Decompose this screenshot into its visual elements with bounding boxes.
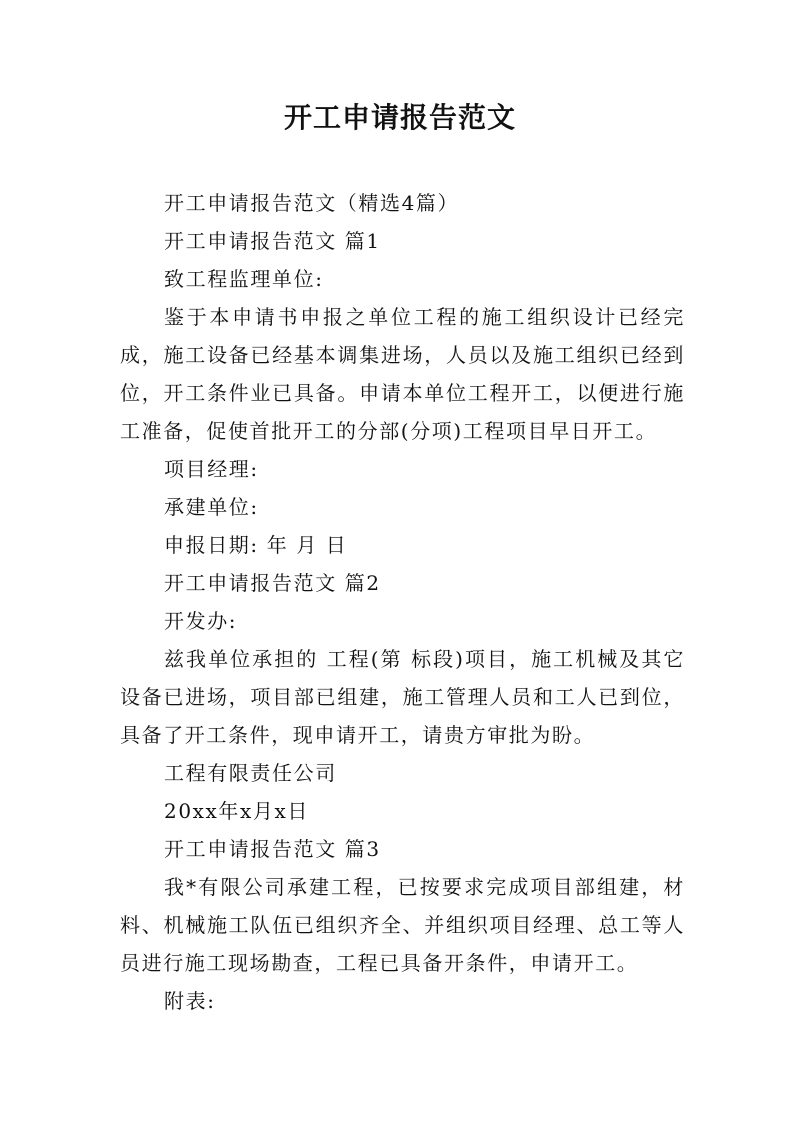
section-heading-2: 开工申请报告范文 篇2 [164,571,381,595]
field-contractor: 承建单位: [164,495,259,519]
document-body [120,184,685,1020]
paragraph-body-3: 我*有限公司承建工程，已按要求完成项目部组建，材料、机械施工队伍已组织齐全、并组织项目经理、总工等人员进行施工现场勘查，工程已具备开条件，申请开工。 [120,875,685,975]
document-title: 开工申请报告范文 [283,101,516,134]
paragraph-body-2: 兹我单位承担的 工程(第 标段)项目，施工机械及其它设备已进场，项目部已组建，施工管理人员和工人已到位，具备了开工条件，现申请开工，请贵方审批为盼。 [120,647,685,747]
field-project-manager: 项目经理: [164,457,259,481]
attachment-label: 附表: [164,989,216,1013]
salutation-2: 开发办: [164,609,238,633]
field-report-date: 申报日期: 年 月 日 [164,533,348,557]
paragraph-intro: 开工申请报告范文（精选4篇） [164,191,460,215]
salutation: 致工程监理单位: [164,267,324,291]
signature-company: 工程有限责任公司 [164,761,337,785]
paragraph-body-1: 鉴于本申请书申报之单位工程的施工组织设计已经完成，施工设备已经基本调集进场，人员以及施工组织已经到位，开工条件业已具备。申请本单位工程开工，以便进行施工准备，促使首批开工的分部(分项)工程项目早日开工。 [120,305,685,443]
section-heading-3: 开工申请报告范文 篇3 [164,837,381,861]
section-heading-1: 开工申请报告范文 篇1 [164,229,381,253]
signature-date: 20xx年x月x日 [164,799,309,823]
